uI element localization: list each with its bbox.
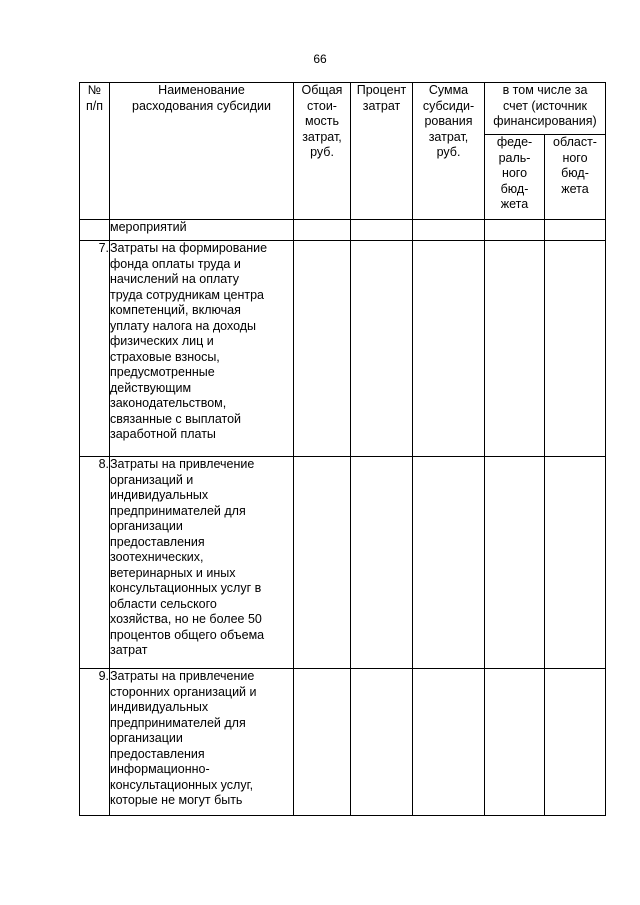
row-cell: [545, 457, 606, 669]
row-cell: [413, 220, 485, 241]
row-name: мероприятий: [110, 220, 294, 241]
table-row: [80, 669, 606, 816]
header-num: № п/п: [80, 83, 110, 220]
row-name: Затраты на привлечение сторонних организаций и индивидуальных предпринимателей для организации предоставления информационно- консультационных услуг, которые не могут быть: [110, 669, 294, 816]
row-cell: [545, 669, 606, 816]
row-cell: [351, 220, 413, 241]
row-cell: [294, 669, 351, 816]
header-subsidy-sum: Сумма субсиди- рования затрат, руб.: [413, 83, 485, 220]
table-row: [80, 220, 606, 241]
table-row: [80, 241, 606, 457]
row-cell: [294, 220, 351, 241]
header-including: в том числе за счет (источник финансирования): [485, 83, 606, 135]
row-cell: [351, 241, 413, 457]
row-cell: [413, 669, 485, 816]
row-cell: [545, 220, 606, 241]
row-cell: [413, 241, 485, 457]
row-number: 7.: [80, 241, 110, 457]
header-regional-budget: област- ного бюд- жета: [545, 135, 606, 220]
row-cell: [485, 669, 545, 816]
row-cell: [485, 457, 545, 669]
row-number: 9.: [80, 669, 110, 816]
header-name: Наименование расходования субсидии: [110, 83, 294, 220]
row-cell: [413, 457, 485, 669]
header-cost-percent: Процент затрат: [351, 83, 413, 220]
header-total-cost: Общая стои- мость затрат, руб.: [294, 83, 351, 220]
table-header-row: [80, 83, 606, 135]
row-number: [80, 220, 110, 241]
row-cell: [545, 241, 606, 457]
row-cell: [294, 457, 351, 669]
row-cell: [485, 220, 545, 241]
row-cell: [351, 669, 413, 816]
row-name: Затраты на привлечение организаций и индивидуальных предпринимателей для организации предоставления зоотехнических, ветеринарных и иных консультационных услуг в области сельского хозяйства, но не более 50 процентов общего объема затрат: [110, 457, 294, 669]
header-federal-budget: феде- раль- ного бюд- жета: [485, 135, 545, 220]
row-number: 8.: [80, 457, 110, 669]
subsidy-expenses-table: [79, 82, 606, 816]
row-cell: [294, 241, 351, 457]
row-name: Затраты на формирование фонда оплаты труда и начислений на оплату труда сотрудникам центра компетенций, включая уплату налога на доходы физических лиц и страховые взносы, предусмотренные действующим законодательством, связанные с выплатой заработной платы: [110, 241, 294, 457]
page-number: 66: [313, 52, 327, 66]
row-cell: [351, 457, 413, 669]
row-cell: [485, 241, 545, 457]
table-row: [80, 457, 606, 669]
